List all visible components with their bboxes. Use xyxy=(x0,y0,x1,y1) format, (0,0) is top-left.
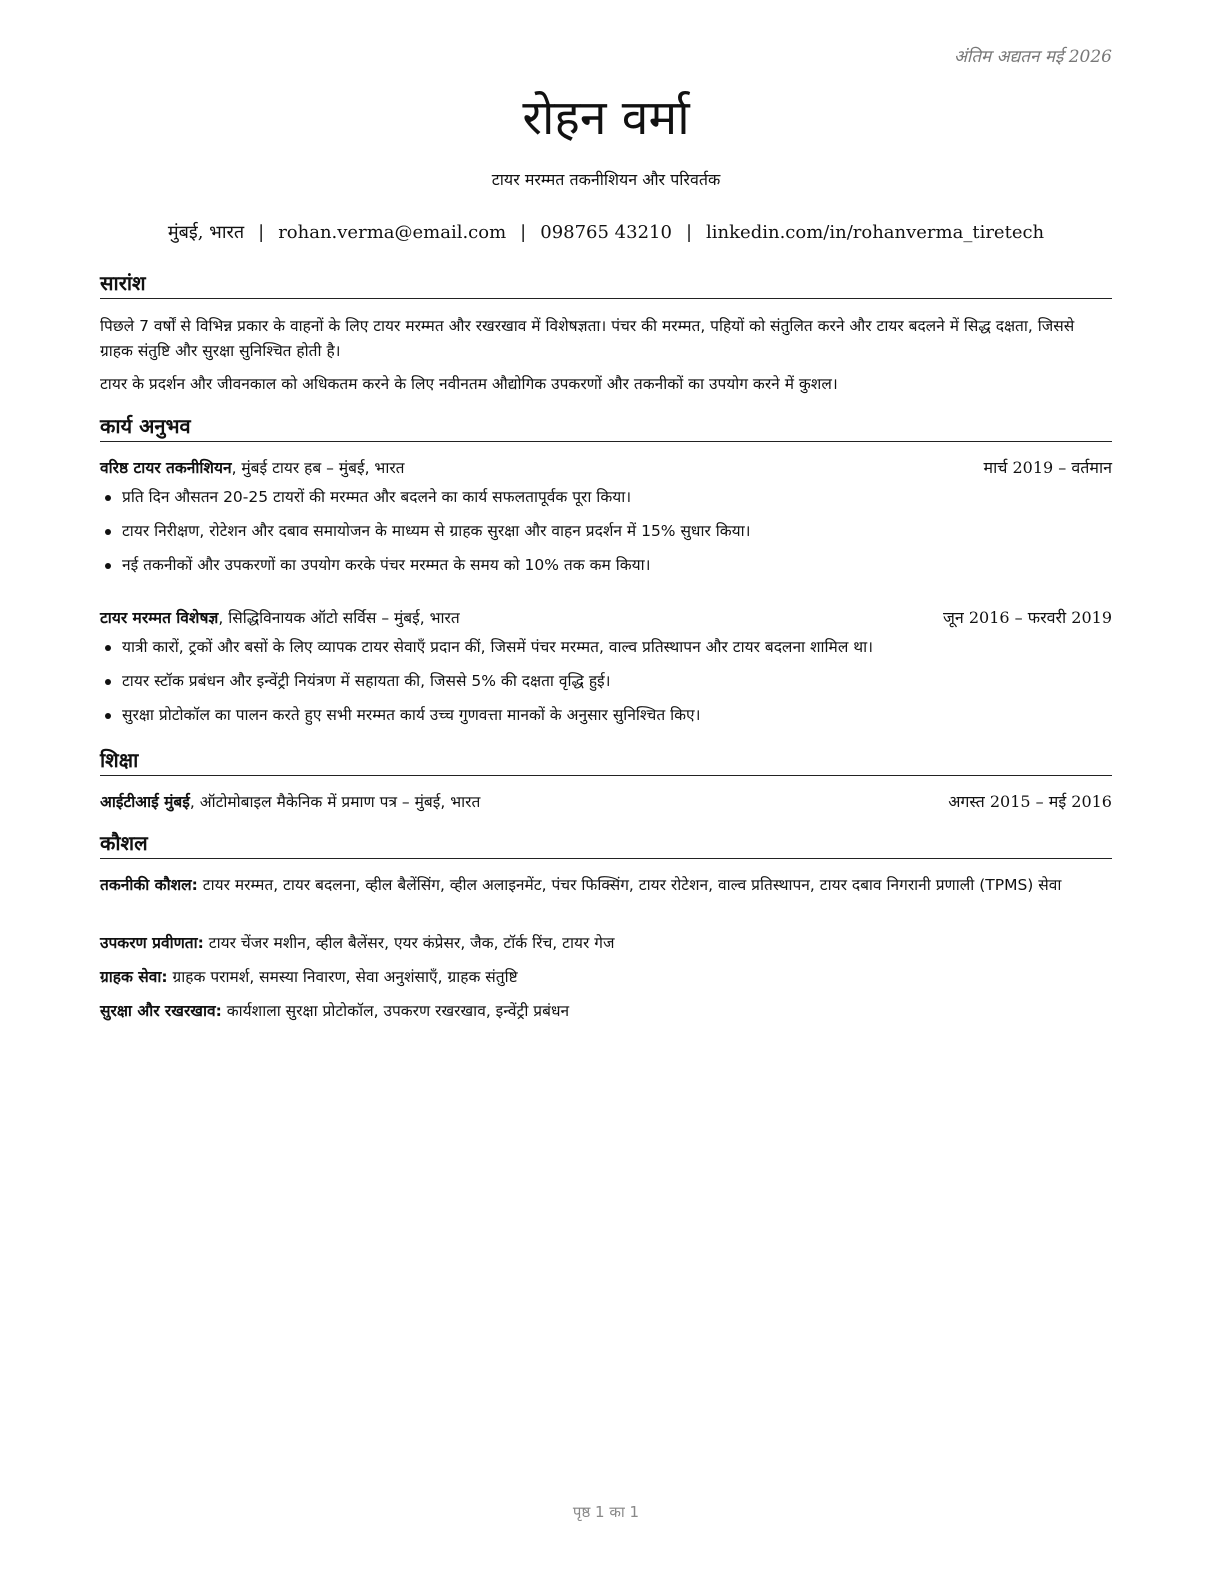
contact-separator: | xyxy=(258,222,265,243)
resume-page xyxy=(100,0,1112,1584)
skill-text: टायर मरम्मत, टायर बदलना, व्हील बैलेंसिंग, व्हील अलाइनमेंट, पंचर फिक्सिंग, टायर रोटेशन, वाल्व प्रतिस्थापन, टायर दबाव निगरानी प्रणाली (TPMS) सेवा xyxy=(197,876,1062,894)
summary-paragraph-1: पिछले 7 वर्षों से विभिन्न प्रकार के वाहनों के लिए टायर मरम्मत और रखरखाव में विशेषज्ञता। पंचर की मरम्मत, पहियों को संतुलित करने और टायर बदलने में सिद्ध दक्षता, जिससे ग्राहक संतुष्टि और सुरक्षा सुनिश्चित होती है। xyxy=(100,317,1075,360)
job-bullets xyxy=(100,485,1112,587)
last-updated: अंतिम अद्यतन मई 2026 xyxy=(953,47,1112,67)
job-organization: , सिद्धिविनायक ऑटो सर्विस – मुंबई, भारत xyxy=(218,609,460,627)
job-title: टायर मरम्मत विशेषज्ञ xyxy=(100,609,219,627)
contact-location: मुंबई, भारत xyxy=(167,222,245,243)
education-entry xyxy=(100,790,1112,814)
contact-line xyxy=(100,220,1112,244)
page-footer: पृष्ठ 1 का 1 xyxy=(572,1503,640,1521)
job-organization: , मुंबई टायर हब – मुंबई, भारत xyxy=(231,459,405,477)
skill-text: ग्राहक परामर्श, समस्या निवारण, सेवा अनुशंसाएँ, ग्राहक संतुष्टि xyxy=(167,968,518,986)
education-dates: अगस्त 2015 – मई 2016 xyxy=(948,792,1112,811)
skill-group xyxy=(100,873,1112,898)
skill-label: सुरक्षा और रखरखाव: xyxy=(100,1002,222,1020)
job-bullet: नई तकनीकों और उपकरणों का उपयोग करके पंचर मरम्मत के समय को 10% तक कम किया। xyxy=(100,553,1112,587)
contact-linkedin[interactable]: linkedin.com/in/rohanverma_tiretech xyxy=(706,222,1045,243)
contact-email[interactable]: rohan.verma@email.com xyxy=(278,222,507,243)
skill-group xyxy=(100,931,1112,956)
education-detail: , ऑटोमोबाइल मैकेनिक में प्रमाण पत्र – मुंबई, भारत xyxy=(189,793,481,811)
job-heading xyxy=(100,456,1112,480)
job-heading xyxy=(100,606,1112,630)
candidate-name: रोहन वर्मा xyxy=(522,90,690,146)
job-dates: जून 2016 – फरवरी 2019 xyxy=(943,608,1112,627)
job-title: वरिष्ठ टायर तकनीशियन xyxy=(100,459,232,477)
skill-label: उपकरण प्रवीणता: xyxy=(100,934,204,952)
skill-text: टायर चेंजर मशीन, व्हील बैलेंसर, एयर कंप्रेसर, जैक, टॉर्क रिंच, टायर गेज xyxy=(203,934,615,952)
education-school: आईटीआई मुंबई xyxy=(100,793,190,811)
contact-phone: 098765 43210 xyxy=(540,222,672,243)
job-bullet: यात्री कारों, ट्रकों और बसों के लिए व्यापक टायर सेवाएँ प्रदान कीं, जिसमें पंचर मरम्मत, वाल्व प्रतिस्थापन और टायर बदलना शामिल था। xyxy=(100,635,1112,669)
section-title-experience: कार्य अनुभव xyxy=(100,413,1112,442)
candidate-headline: टायर मरम्मत तकनीशियन और परिवर्तक xyxy=(491,170,721,189)
job-bullets xyxy=(100,635,1112,737)
contact-separator: | xyxy=(685,222,693,243)
job-bullet: प्रति दिन औसतन 20-25 टायरों की मरम्मत और बदलने का कार्य सफलतापूर्वक पूरा किया। xyxy=(100,485,1112,519)
summary-paragraph-2: टायर के प्रदर्शन और जीवनकाल को अधिकतम करने के लिए नवीनतम औद्योगिक उपकरणों और तकनीकों का उपयोग करने में कुशल। xyxy=(100,375,838,393)
skill-text: कार्यशाला सुरक्षा प्रोटोकॉल, उपकरण रखरखाव, इन्वेंट्री प्रबंधन xyxy=(221,1002,570,1020)
job-bullet: टायर स्टॉक प्रबंधन और इन्वेंट्री नियंत्रण में सहायता की, जिससे 5% की दक्षता वृद्धि हुई। xyxy=(100,669,1112,703)
job-bullet: टायर निरीक्षण, रोटेशन और दबाव समायोजन के माध्यम से ग्राहक सुरक्षा और वाहन प्रदर्शन में 15% सुधार किया। xyxy=(100,519,1112,553)
skill-group xyxy=(100,965,1112,990)
section-title-education: शिक्षा xyxy=(100,747,1112,776)
skill-label: तकनीकी कौशल: xyxy=(100,876,198,894)
skill-group xyxy=(100,999,1112,1024)
section-title-skills: कौशल xyxy=(100,830,1112,859)
contact-separator: | xyxy=(520,222,527,243)
skill-label: ग्राहक सेवा: xyxy=(100,968,168,986)
job-bullet: सुरक्षा प्रोटोकॉल का पालन करते हुए सभी मरम्मत कार्य उच्च गुणवत्ता मानकों के अनुसार सुनिश्चित किए। xyxy=(100,703,1112,737)
section-title-summary: सारांश xyxy=(100,270,1112,299)
job-dates: मार्च 2019 – वर्तमान xyxy=(983,458,1112,477)
